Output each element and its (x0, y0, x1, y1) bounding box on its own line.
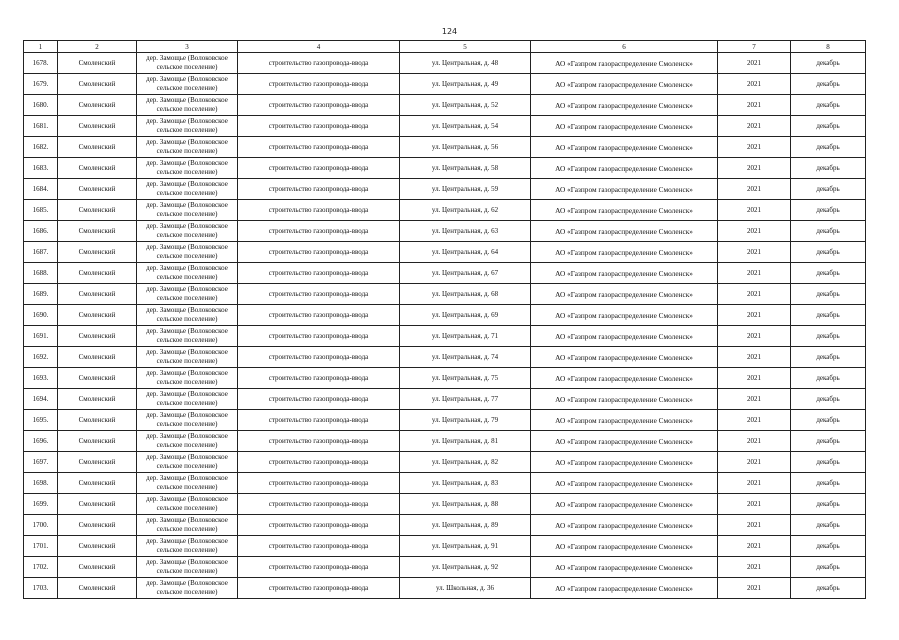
organization-cell: АО «Газпром газораспределение Смоленск» (531, 494, 718, 515)
row-number-cell: 1686. (24, 221, 58, 242)
year-cell: 2021 (718, 557, 791, 578)
year-cell: 2021 (718, 494, 791, 515)
row-number-cell: 1697. (24, 452, 58, 473)
work-type-cell: строительство газопровода-ввода (238, 578, 400, 599)
month-cell: декабрь (791, 536, 866, 557)
month-cell: декабрь (791, 305, 866, 326)
address-cell: ул. Школьная, д. 36 (400, 578, 531, 599)
address-cell: ул. Центральная, д. 81 (400, 431, 531, 452)
district-cell: Смоленский (58, 137, 137, 158)
organization-cell: АО «Газпром газораспределение Смоленск» (531, 389, 718, 410)
year-cell: 2021 (718, 578, 791, 599)
organization-cell: АО «Газпром газораспределение Смоленск» (531, 137, 718, 158)
district-cell: Смоленский (58, 200, 137, 221)
district-cell: Смоленский (58, 158, 137, 179)
address-cell: ул. Центральная, д. 88 (400, 494, 531, 515)
column-header: 5 (400, 41, 531, 53)
month-cell: декабрь (791, 494, 866, 515)
year-cell: 2021 (718, 536, 791, 557)
year-cell: 2021 (718, 515, 791, 536)
month-cell: декабрь (791, 284, 866, 305)
month-cell: декабрь (791, 263, 866, 284)
table-row (24, 536, 866, 557)
settlement-cell: дер. Замощье (Волоковское сельское поселение) (137, 389, 238, 410)
month-cell: декабрь (791, 578, 866, 599)
address-cell: ул. Центральная, д. 67 (400, 263, 531, 284)
district-cell: Смоленский (58, 431, 137, 452)
table-row (24, 242, 866, 263)
district-cell: Смоленский (58, 74, 137, 95)
month-cell: декабрь (791, 431, 866, 452)
address-cell: ул. Центральная, д. 71 (400, 326, 531, 347)
table-row (24, 137, 866, 158)
organization-cell: АО «Газпром газораспределение Смоленск» (531, 347, 718, 368)
table-row (24, 179, 866, 200)
district-cell: Смоленский (58, 263, 137, 284)
settlement-cell: дер. Замощье (Волоковское сельское поселение) (137, 452, 238, 473)
month-cell: декабрь (791, 179, 866, 200)
work-type-cell: строительство газопровода-ввода (238, 137, 400, 158)
month-cell: декабрь (791, 158, 866, 179)
work-type-cell: строительство газопровода-ввода (238, 536, 400, 557)
work-type-cell: строительство газопровода-ввода (238, 305, 400, 326)
month-cell: декабрь (791, 515, 866, 536)
organization-cell: АО «Газпром газораспределение Смоленск» (531, 305, 718, 326)
row-number-cell: 1695. (24, 410, 58, 431)
year-cell: 2021 (718, 137, 791, 158)
work-type-cell: строительство газопровода-ввода (238, 347, 400, 368)
column-header: 7 (718, 41, 791, 53)
month-cell: декабрь (791, 410, 866, 431)
address-cell: ул. Центральная, д. 56 (400, 137, 531, 158)
district-cell: Смоленский (58, 452, 137, 473)
page-number: 124 (441, 27, 458, 36)
address-cell: ул. Центральная, д. 63 (400, 221, 531, 242)
row-number-cell: 1701. (24, 536, 58, 557)
month-cell: декабрь (791, 452, 866, 473)
year-cell: 2021 (718, 74, 791, 95)
address-cell: ул. Центральная, д. 68 (400, 284, 531, 305)
work-type-cell: строительство газопровода-ввода (238, 242, 400, 263)
district-cell: Смоленский (58, 536, 137, 557)
table-row (24, 473, 866, 494)
district-cell: Смоленский (58, 284, 137, 305)
year-cell: 2021 (718, 221, 791, 242)
work-type-cell: строительство газопровода-ввода (238, 53, 400, 74)
organization-cell: АО «Газпром газораспределение Смоленск» (531, 431, 718, 452)
column-header: 6 (531, 41, 718, 53)
district-cell: Смоленский (58, 305, 137, 326)
organization-cell: АО «Газпром газораспределение Смоленск» (531, 158, 718, 179)
organization-cell: АО «Газпром газораспределение Смоленск» (531, 53, 718, 74)
row-number-cell: 1678. (24, 53, 58, 74)
year-cell: 2021 (718, 410, 791, 431)
work-type-cell: строительство газопровода-ввода (238, 179, 400, 200)
table-row (24, 158, 866, 179)
address-cell: ул. Центральная, д. 77 (400, 389, 531, 410)
district-cell: Смоленский (58, 368, 137, 389)
organization-cell: АО «Газпром газораспределение Смоленск» (531, 473, 718, 494)
work-type-cell: строительство газопровода-ввода (238, 263, 400, 284)
row-number-cell: 1684. (24, 179, 58, 200)
column-header: 4 (238, 41, 400, 53)
work-type-cell: строительство газопровода-ввода (238, 515, 400, 536)
row-number-cell: 1691. (24, 326, 58, 347)
year-cell: 2021 (718, 389, 791, 410)
organization-cell: АО «Газпром газораспределение Смоленск» (531, 557, 718, 578)
table-row (24, 284, 866, 305)
table-row (24, 494, 866, 515)
settlement-cell: дер. Замощье (Волоковское сельское поселение) (137, 116, 238, 137)
address-cell: ул. Центральная, д. 74 (400, 347, 531, 368)
address-cell: ул. Центральная, д. 58 (400, 158, 531, 179)
month-cell: декабрь (791, 326, 866, 347)
year-cell: 2021 (718, 326, 791, 347)
table-row (24, 116, 866, 137)
district-cell: Смоленский (58, 515, 137, 536)
row-number-cell: 1689. (24, 284, 58, 305)
table-row (24, 53, 866, 74)
year-cell: 2021 (718, 284, 791, 305)
row-number-cell: 1698. (24, 473, 58, 494)
settlement-cell: дер. Замощье (Волоковское сельское поселение) (137, 494, 238, 515)
organization-cell: АО «Газпром газораспределение Смоленск» (531, 221, 718, 242)
row-number-cell: 1687. (24, 242, 58, 263)
table-row (24, 347, 866, 368)
table-row (24, 95, 866, 116)
row-number-cell: 1703. (24, 578, 58, 599)
row-number-cell: 1692. (24, 347, 58, 368)
table-row (24, 221, 866, 242)
settlement-cell: дер. Замощье (Волоковское сельское поселение) (137, 368, 238, 389)
district-cell: Смоленский (58, 410, 137, 431)
column-header: 3 (137, 41, 238, 53)
organization-cell: АО «Газпром газораспределение Смоленск» (531, 95, 718, 116)
district-cell: Смоленский (58, 578, 137, 599)
table-body (24, 53, 866, 599)
year-cell: 2021 (718, 431, 791, 452)
table-row (24, 431, 866, 452)
settlement-cell: дер. Замощье (Волоковское сельское поселение) (137, 158, 238, 179)
work-type-cell: строительство газопровода-ввода (238, 473, 400, 494)
month-cell: декабрь (791, 242, 866, 263)
organization-cell: АО «Газпром газораспределение Смоленск» (531, 536, 718, 557)
month-cell: декабрь (791, 53, 866, 74)
district-cell: Смоленский (58, 242, 137, 263)
year-cell: 2021 (718, 116, 791, 137)
month-cell: декабрь (791, 200, 866, 221)
table-row (24, 368, 866, 389)
settlement-cell: дер. Замощье (Волоковское сельское поселение) (137, 263, 238, 284)
year-cell: 2021 (718, 53, 791, 74)
settlement-cell: дер. Замощье (Волоковское сельское поселение) (137, 284, 238, 305)
settlement-cell: дер. Замощье (Волоковское сельское поселение) (137, 473, 238, 494)
work-type-cell: строительство газопровода-ввода (238, 158, 400, 179)
table-row (24, 74, 866, 95)
table-row (24, 578, 866, 599)
settlement-cell: дер. Замощье (Волоковское сельское поселение) (137, 242, 238, 263)
row-number-cell: 1694. (24, 389, 58, 410)
year-cell: 2021 (718, 200, 791, 221)
work-type-cell: строительство газопровода-ввода (238, 494, 400, 515)
work-type-cell: строительство газопровода-ввода (238, 452, 400, 473)
row-number-cell: 1682. (24, 137, 58, 158)
settlement-cell: дер. Замощье (Волоковское сельское поселение) (137, 179, 238, 200)
column-header: 2 (58, 41, 137, 53)
settlement-cell: дер. Замощье (Волоковское сельское поселение) (137, 53, 238, 74)
district-cell: Смоленский (58, 179, 137, 200)
table-row (24, 326, 866, 347)
address-cell: ул. Центральная, д. 48 (400, 53, 531, 74)
row-number-cell: 1680. (24, 95, 58, 116)
address-cell: ул. Центральная, д. 49 (400, 74, 531, 95)
settlement-cell: дер. Замощье (Волоковское сельское поселение) (137, 137, 238, 158)
month-cell: декабрь (791, 116, 866, 137)
settlement-cell: дер. Замощье (Волоковское сельское поселение) (137, 74, 238, 95)
district-cell: Смоленский (58, 53, 137, 74)
settlement-cell: дер. Замощье (Волоковское сельское поселение) (137, 557, 238, 578)
row-number-cell: 1679. (24, 74, 58, 95)
settlement-cell: дер. Замощье (Волоковское сельское поселение) (137, 431, 238, 452)
address-cell: ул. Центральная, д. 83 (400, 473, 531, 494)
district-cell: Смоленский (58, 95, 137, 116)
row-number-cell: 1688. (24, 263, 58, 284)
row-number-cell: 1702. (24, 557, 58, 578)
organization-cell: АО «Газпром газораспределение Смоленск» (531, 116, 718, 137)
row-number-cell: 1690. (24, 305, 58, 326)
table-row (24, 515, 866, 536)
year-cell: 2021 (718, 158, 791, 179)
year-cell: 2021 (718, 263, 791, 284)
organization-cell: АО «Газпром газораспределение Смоленск» (531, 179, 718, 200)
work-type-cell: строительство газопровода-ввода (238, 326, 400, 347)
month-cell: декабрь (791, 389, 866, 410)
table-row (24, 263, 866, 284)
row-number-cell: 1693. (24, 368, 58, 389)
settlement-cell: дер. Замощье (Волоковское сельское поселение) (137, 410, 238, 431)
month-cell: декабрь (791, 137, 866, 158)
district-cell: Смоленский (58, 389, 137, 410)
address-cell: ул. Центральная, д. 82 (400, 452, 531, 473)
organization-cell: АО «Газпром газораспределение Смоленск» (531, 326, 718, 347)
settlement-cell: дер. Замощье (Волоковское сельское поселение) (137, 536, 238, 557)
month-cell: декабрь (791, 368, 866, 389)
address-cell: ул. Центральная, д. 69 (400, 305, 531, 326)
year-cell: 2021 (718, 452, 791, 473)
gas-pipeline-table (23, 40, 866, 599)
month-cell: декабрь (791, 74, 866, 95)
district-cell: Смоленский (58, 116, 137, 137)
table-row (24, 452, 866, 473)
work-type-cell: строительство газопровода-ввода (238, 431, 400, 452)
settlement-cell: дер. Замощье (Волоковское сельское поселение) (137, 515, 238, 536)
district-cell: Смоленский (58, 326, 137, 347)
work-type-cell: строительство газопровода-ввода (238, 557, 400, 578)
work-type-cell: строительство газопровода-ввода (238, 95, 400, 116)
work-type-cell: строительство газопровода-ввода (238, 116, 400, 137)
organization-cell: АО «Газпром газораспределение Смоленск» (531, 263, 718, 284)
organization-cell: АО «Газпром газораспределение Смоленск» (531, 242, 718, 263)
row-number-cell: 1699. (24, 494, 58, 515)
work-type-cell: строительство газопровода-ввода (238, 389, 400, 410)
row-number-cell: 1700. (24, 515, 58, 536)
settlement-cell: дер. Замощье (Волоковское сельское поселение) (137, 326, 238, 347)
year-cell: 2021 (718, 305, 791, 326)
table-row (24, 410, 866, 431)
organization-cell: АО «Газпром газораспределение Смоленск» (531, 284, 718, 305)
address-cell: ул. Центральная, д. 64 (400, 242, 531, 263)
district-cell: Смоленский (58, 557, 137, 578)
address-cell: ул. Центральная, д. 89 (400, 515, 531, 536)
settlement-cell: дер. Замощье (Волоковское сельское поселение) (137, 347, 238, 368)
year-cell: 2021 (718, 95, 791, 116)
row-number-cell: 1683. (24, 158, 58, 179)
address-cell: ул. Центральная, д. 62 (400, 200, 531, 221)
column-header: 8 (791, 41, 866, 53)
district-cell: Смоленский (58, 473, 137, 494)
district-cell: Смоленский (58, 221, 137, 242)
settlement-cell: дер. Замощье (Волоковское сельское поселение) (137, 578, 238, 599)
year-cell: 2021 (718, 242, 791, 263)
address-cell: ул. Центральная, д. 54 (400, 116, 531, 137)
work-type-cell: строительство газопровода-ввода (238, 284, 400, 305)
work-type-cell: строительство газопровода-ввода (238, 368, 400, 389)
month-cell: декабрь (791, 473, 866, 494)
organization-cell: АО «Газпром газораспределение Смоленск» (531, 452, 718, 473)
month-cell: декабрь (791, 347, 866, 368)
work-type-cell: строительство газопровода-ввода (238, 221, 400, 242)
work-type-cell: строительство газопровода-ввода (238, 410, 400, 431)
header-row (24, 41, 866, 53)
row-number-cell: 1685. (24, 200, 58, 221)
year-cell: 2021 (718, 347, 791, 368)
organization-cell: АО «Газпром газораспределение Смоленск» (531, 200, 718, 221)
settlement-cell: дер. Замощье (Волоковское сельское поселение) (137, 95, 238, 116)
address-cell: ул. Центральная, д. 52 (400, 95, 531, 116)
settlement-cell: дер. Замощье (Волоковское сельское поселение) (137, 221, 238, 242)
organization-cell: АО «Газпром газораспределение Смоленск» (531, 578, 718, 599)
year-cell: 2021 (718, 179, 791, 200)
table-row (24, 305, 866, 326)
address-cell: ул. Центральная, д. 91 (400, 536, 531, 557)
address-cell: ул. Центральная, д. 59 (400, 179, 531, 200)
work-type-cell: строительство газопровода-ввода (238, 200, 400, 221)
organization-cell: АО «Газпром газораспределение Смоленск» (531, 515, 718, 536)
year-cell: 2021 (718, 368, 791, 389)
year-cell: 2021 (718, 473, 791, 494)
organization-cell: АО «Газпром газораспределение Смоленск» (531, 368, 718, 389)
organization-cell: АО «Газпром газораспределение Смоленск» (531, 410, 718, 431)
table-row (24, 389, 866, 410)
address-cell: ул. Центральная, д. 79 (400, 410, 531, 431)
table-row (24, 557, 866, 578)
district-cell: Смоленский (58, 347, 137, 368)
month-cell: декабрь (791, 95, 866, 116)
column-header: 1 (24, 41, 58, 53)
district-cell: Смоленский (58, 494, 137, 515)
address-cell: ул. Центральная, д. 75 (400, 368, 531, 389)
month-cell: декабрь (791, 557, 866, 578)
organization-cell: АО «Газпром газораспределение Смоленск» (531, 74, 718, 95)
work-type-cell: строительство газопровода-ввода (238, 74, 400, 95)
month-cell: декабрь (791, 221, 866, 242)
table-row (24, 200, 866, 221)
row-number-cell: 1696. (24, 431, 58, 452)
address-cell: ул. Центральная, д. 92 (400, 557, 531, 578)
settlement-cell: дер. Замощье (Волоковское сельское поселение) (137, 200, 238, 221)
row-number-cell: 1681. (24, 116, 58, 137)
settlement-cell: дер. Замощье (Волоковское сельское поселение) (137, 305, 238, 326)
